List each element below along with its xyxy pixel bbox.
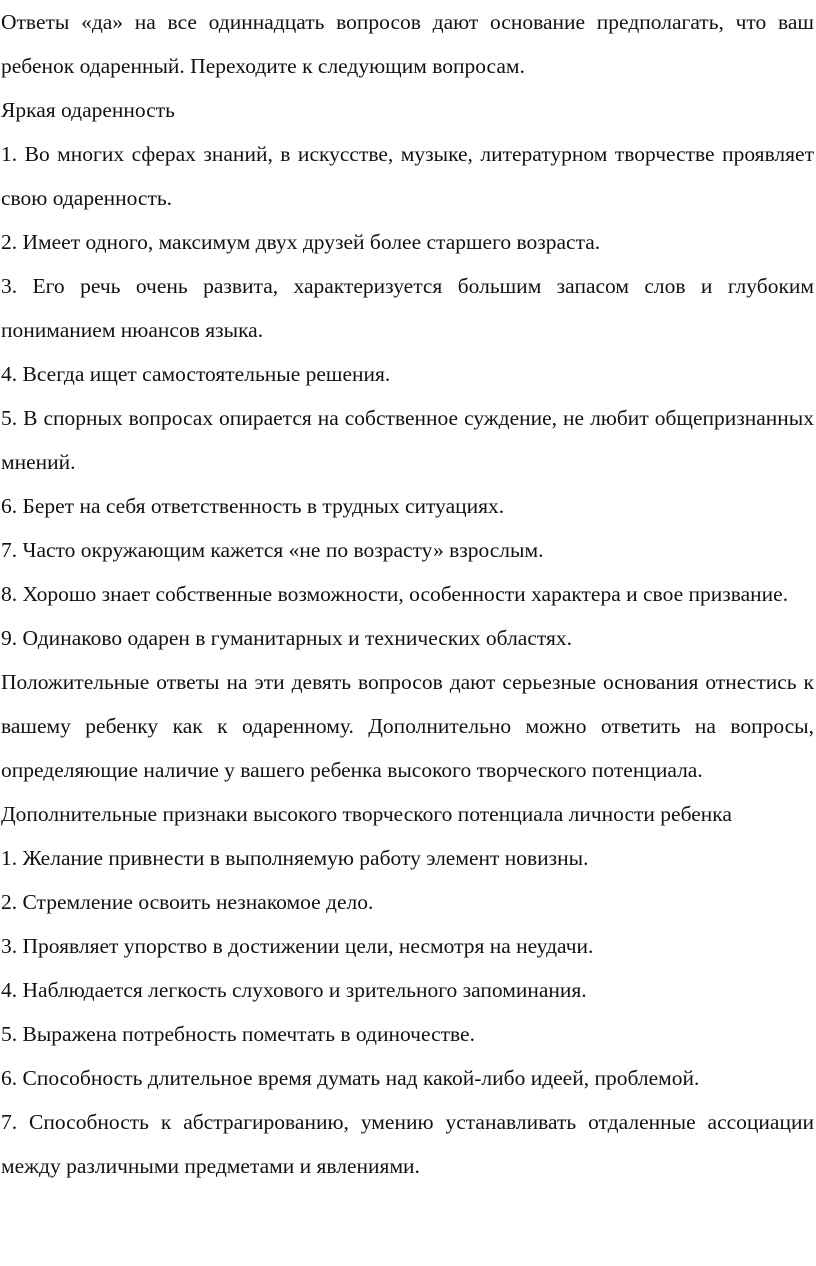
list-item: 3. Его речь очень развита, характеризуется большим запасом слов и глубоким пониманием нюансов языка. bbox=[1, 274, 814, 342]
list-item: 8. Хорошо знает собственные возможности, особенности характера и свое призвание. bbox=[1, 582, 789, 606]
bright-giftedness-list bbox=[1, 132, 814, 660]
list-item: 4. Наблюдается легкость слухового и зрительного запоминания. bbox=[1, 978, 587, 1002]
list-item: 1. Желание привнести в выполняемую работу элемент новизны. bbox=[1, 846, 589, 870]
section-heading-creative-potential: Дополнительные признаки высокого творческого потенциала личности ребенка bbox=[1, 802, 732, 826]
list-item: 6. Берет на себя ответственность в трудных ситуациях. bbox=[1, 494, 505, 518]
list-item: 5. Выражена потребность помечтать в одиночестве. bbox=[1, 1022, 475, 1046]
list-item: 9. Одинаково одарен в гуманитарных и технических областях. bbox=[1, 626, 573, 650]
list-item: 3. Проявляет упорство в достижении цели, несмотря на неудачи. bbox=[1, 934, 594, 958]
list-item: 6. Способность длительное время думать над какой-либо идеей, проблемой. bbox=[1, 1066, 700, 1090]
list-item: 7. Часто окружающим кажется «не по возрасту» взрослым. bbox=[1, 538, 544, 562]
section-heading-bright-giftedness: Яркая одаренность bbox=[1, 98, 175, 122]
creative-potential-list bbox=[1, 836, 814, 1188]
list-item: 4. Всегда ищет самостоятельные решения. bbox=[1, 362, 391, 386]
conclusion-paragraph: Положительные ответы на эти девять вопросов дают серьезные основания отнестись к вашему ребенку как к одаренному. Дополнительно можно ответить на вопросы, определяющие наличие у вашего ребенка высокого творческого потенциала. bbox=[1, 670, 814, 782]
intro-paragraph: Ответы «да» на все одиннадцать вопросов дают основание предполагать, что ваш ребенок одаренный. Переходите к следующим вопросам. bbox=[1, 10, 814, 78]
list-item: 2. Имеет одного, максимум двух друзей более старшего возраста. bbox=[1, 230, 601, 254]
list-item: 7. Способность к абстрагированию, умению устанавливать отдаленные ассоциации между различными предметами и явлениями. bbox=[1, 1110, 814, 1178]
list-item: 1. Во многих сферах знаний, в искусстве, музыке, литературном творчестве проявляет свою одаренность. bbox=[1, 142, 814, 210]
list-item: 2. Стремление освоить незнакомое дело. bbox=[1, 890, 374, 914]
list-item: 5. В спорных вопросах опирается на собственное суждение, не любит общепризнанных мнений. bbox=[1, 406, 814, 474]
